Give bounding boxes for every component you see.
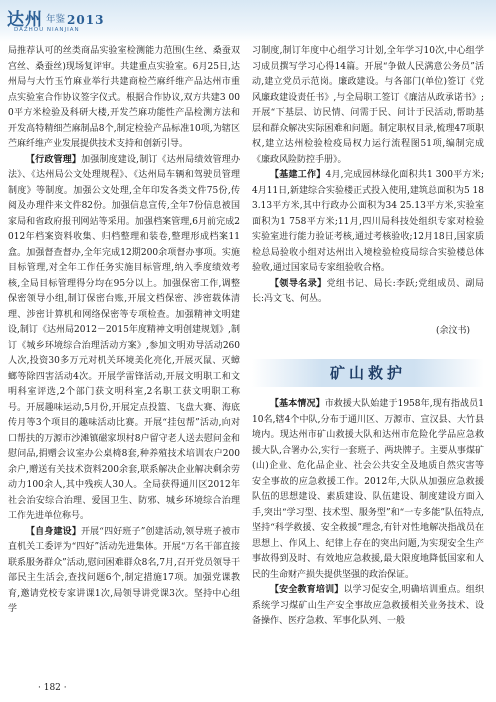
section-tag: 【基本情况】 [270,399,325,409]
section-tag: 【安全教育培训】 [270,585,344,595]
brand-year: 2013 [67,13,105,27]
paragraph-text: 市救援大队始建于1958年,现有指战员110名,辖4个中队,分布于通川区、万源市、宣汉县、大竹县境内。现达州市矿山救援大队和达州市危险化学品应急救援大队,合署办公,实行一套班子、两块牌子。主要从事煤矿(山)企业、危化品企业、社会公共安全及地质自然灾害等安全事故的应急救援工作。2012年,大队从加强应急救援队伍的思想建设、素质建设、队伍建设、制度建设方面入手,突出“学习型、技术型、服务型”和“一专多能”队伍特点,坚持“科学救援、安全救援”理念,有针对性地解决指战员在思想上、作风上、纪律上存在的突出问题,为实现安全生产事故得到及时、有效地应急救援,最大限度地降低国家和人民的生命财产损失提供坚强的政治保证。 [252,399,484,580]
section-tag: 【自身建设】 [26,526,81,537]
page-header [0,0,496,42]
right-column [252,44,484,630]
section-heading: 矿山救护 [252,359,484,387]
brand-subtitle: DAZHOU NIANJIAN [14,27,80,33]
section-tag: 【行政管理】 [26,154,82,165]
page-number: · 182 · [38,683,67,693]
paragraph: 局推荐认可的丝类商品实验室检测能力范围(生丝、桑蚕双宫丝、桑蚕丝)现场复评审。共建重点实验室。6月25日,达州局与大竹玉竹麻业举行共建商检苎麻纤维产品达州市重点实验室合作协议签字仪式。根据合作协议,双方共建3 000平方米检验及科研大楼,开发苎麻功能性产品检测方法和开发高特精细苎麻制品8个,制定检验产品标准10项,为辖区苎麻纤维产业发展提供技术支持和创新引导。 [8,46,240,149]
paragraph-administration [8,153,240,525]
paragraph-text: 以学习促安全,明确培训重点。组织系统学习煤矿山生产安全事故应急救援相关业务技术、设备操作、医疗急救、军事化队列、一般 [252,585,484,626]
brand-title: 达州 [7,10,43,30]
section-tag: 【基建工作】 [270,170,326,180]
paragraph: 习制度,制订年度中心组学习计划,全年学习10次,中心组学习成员撰写学习心得14篇。开展“争做人民满意公务员”活动,建立党员示范岗。廉政建设。与各部门(单位)签订《党风廉政建设责任书》,与全局职工签订《廉洁从政承诺书》;开展“下基层、访民情、问需于民、问计于民活动,帮助基层和群众解决实际困难和问题。制定职权目录,梳理47项职权,建立达州检验检疫局权力运行流程图51项,编制完成《廉政风险防控手册》。 [252,46,484,165]
brand-yearbook-label: 年鉴 [46,14,66,25]
paragraph-leadership [252,277,484,308]
paragraph-self-building [8,525,240,618]
section-tag: 【领导名录】 [270,278,327,289]
paragraph-safety-training [252,583,484,630]
paragraph-text: 党组书记、局长:李跃;党组成员、副局长:冯文飞、何丛。 [252,278,484,304]
left-column [8,44,240,618]
paragraph-text: 4月,完成园林绿化面积共1 300平方米;4月11日,新建综合实验楼正式投入使用,建筑总面积为5 183.13平方米,其中行政办公面积为34 25.13平方米,实验室面积为1 758平方米;11月,四川局科技处组织专家对检验实验室进行能力验证考核,通过考核验收;12月18日,国家质检总局验收小组对达州出入境检验检疫局综合实验楼总体验收,通过国家局专家组验收合格。 [252,170,484,273]
author-credit: (余汶书) [435,325,470,336]
paragraph-basic-situation [252,397,484,583]
paragraph-text: 加强制度建设,制订《达州局绩效管理办法》、《达州局公文处理规程》、《达州局车辆和驾驶员管理制度》等制度。加强公文处理,全年印发各类文件75份,传阅及办理件来文件82份。加强信息宣传,全年7份信息被国家局和省政府报刊网站等采用。加强档案管理,6月前完成2012年档案资料收集、归档整理和装卷,整理形成档案11盒。加强督查督办,全年完成12期200余项督办事项。实施目标管理,对全年工作任务实施目标管理,纳入季度绩效考核,全局目标管理得分均在95分以上。加强保密工作,调整保密领导小组,制订保密台账,开展文档保密、涉密载体清理、涉密计算机和网络保密等专项检查。加强精神文明建设,制订《达州局2012－2015年度精神文明创建规划》,制订《城乡环境综合治理活动方案》,参加文明劝导活动260人次,投资30多万元对机关环境美化亮化,开展灭鼠、灭蟑螂等除四害活动4次。开展学雷锋活动,开展文明职工和文明科室评选,2个部门获文明科室,2名职工获文明职工称号。开展趣味运动,5月份,开展定点投篮、飞盘大赛、海底传月等3个项目的趣味活动比赛。开展“挂包帮”活动,向对口帮扶的万源市沙滩镇磁家坝村8户留守老人送去慰问金和慰问品,捐赠会议室办公桌椅8套,种养殖技术培训农户200余户,赠送有关技术资料200余套,联系解决企业解决剩余劳动力100余人,其中残疾人30人。全局获得通川区2012年社会治安综合治理、爱国卫生、防邪、城乡环境综合治理工作先进单位称号。 [8,154,240,521]
paragraph-infrastructure [252,168,484,277]
paragraph-text: 开展“四好班子”创建活动,领导班子被市直机关工委评为“四好”活动先进集体。开展“万名干部直接联系服务群众”活动,慰问困难群众8名,7月,召开党员领导干部民主生活会,查找问题6个,制定措施17项。加强党课教育,邀请党校专家讲课1次,局领导讲党课3次。坚持中心组学 [8,526,240,614]
